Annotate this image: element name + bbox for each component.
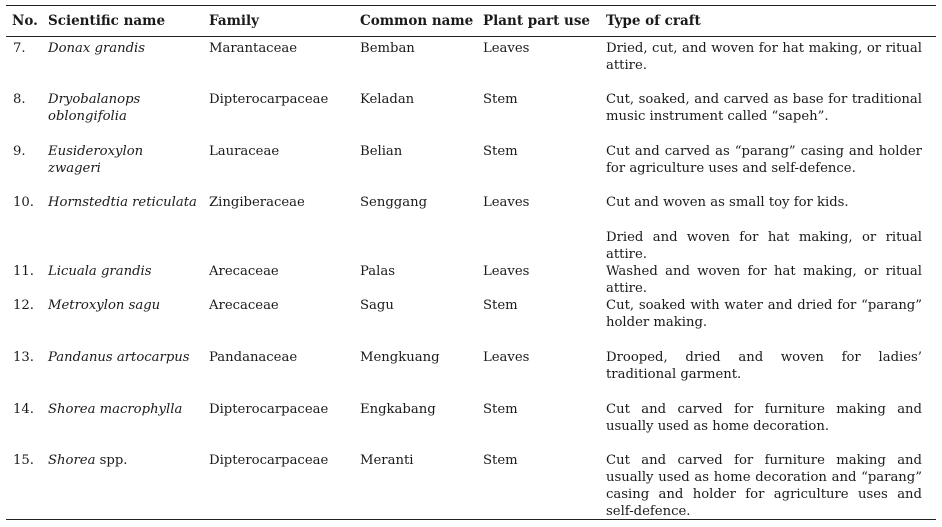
row-number: 9.	[13, 144, 26, 159]
header-plant-part-use: Plant part use	[483, 13, 591, 29]
scientific-name: Pandanus artocarpus	[48, 350, 190, 365]
scientific-name: Donax grandis	[48, 41, 146, 56]
scientific-name-cell	[48, 452, 198, 469]
scientific-name-cell	[48, 143, 198, 177]
family-cell: Marantaceae	[209, 41, 298, 56]
scientific-name-cell	[48, 91, 198, 125]
common-name-cell: Palas	[360, 264, 395, 279]
craft-description-cell: Washed and woven for hat making, or ritual attire.	[606, 264, 922, 296]
scientific-name-cell	[48, 263, 198, 280]
plant-part-cell: Stem	[483, 402, 518, 417]
plant-part-cell: Leaves	[483, 41, 530, 56]
scientific-name: Shorea macrophylla	[48, 402, 183, 417]
plant-part-cell: Stem	[483, 453, 518, 468]
scientific-name-cell	[48, 401, 198, 418]
common-name-cell: Meranti	[360, 453, 414, 468]
plant-part-cell: Leaves	[483, 195, 530, 210]
scientific-name: Eusideroxylon zwageri	[48, 144, 144, 176]
family-cell: Zingiberaceae	[209, 195, 305, 210]
scientific-name: Metroxylon sagu	[48, 298, 161, 313]
craft-description-cell: Cut, soaked, and carved as base for traditional music instrument called “sapeh”.	[606, 92, 922, 124]
header-no: No.	[12, 13, 38, 29]
common-name-cell: Mengkuang	[360, 350, 440, 365]
row-number: 12.	[13, 298, 34, 313]
plant-part-cell: Stem	[483, 92, 518, 107]
scientific-name: Shorea	[48, 453, 96, 468]
scientific-name: Dryobalanops oblongifolia	[48, 92, 141, 124]
scientific-name-suffix: spp.	[95, 453, 128, 468]
craft-description-cell: Cut and woven as small toy for kids.	[606, 195, 849, 210]
row-number: 11.	[13, 264, 34, 279]
scientific-name-cell	[48, 297, 198, 314]
craft-description-cell: Cut and carved for furniture making and usually used as home decoration and “parang” casing and holder for agriculture uses and self-defence.	[606, 453, 922, 519]
common-name-cell: Engkabang	[360, 402, 436, 417]
row-number: 8.	[13, 92, 26, 107]
craft-description-cell: Dried, cut, and woven for hat making, or ritual attire.	[606, 41, 922, 73]
row-number: 13.	[13, 350, 34, 365]
row-number: 10.	[13, 195, 34, 210]
family-cell: Arecaceae	[209, 298, 279, 313]
header-family: Family	[209, 13, 259, 29]
scientific-name: Hornstedtia reticulata	[48, 195, 197, 210]
family-cell: Dipterocarpaceae	[209, 453, 329, 468]
common-name-cell: Keladan	[360, 92, 415, 107]
craft-description-cell: Cut and carved as “parang” casing and holder for agriculture uses and self-defence.	[606, 144, 922, 176]
family-cell: Pandanaceae	[209, 350, 298, 365]
common-name-cell: Sagu	[360, 298, 394, 313]
header-scientific-name: Scientific name	[48, 13, 166, 29]
row-number: 7.	[13, 41, 26, 56]
craft-description-cell: Drooped, dried and woven for ladies’ traditional garment.	[606, 350, 922, 382]
header-common-name: Common name	[360, 13, 474, 29]
scientific-name-cell	[48, 194, 198, 211]
scientific-name-cell	[48, 349, 198, 366]
common-name-cell: Bemban	[360, 41, 415, 56]
row-number: 14.	[13, 402, 34, 417]
table-top-rule	[6, 5, 936, 6]
family-cell: Arecaceae	[209, 264, 279, 279]
craft-description-cell: Dried and woven for hat making, or ritual attire.	[606, 230, 922, 262]
craft-description-cell: Cut, soaked with water and dried for “parang” holder making.	[606, 298, 922, 330]
scientific-name: Licuala grandis	[48, 264, 152, 279]
plant-part-cell: Stem	[483, 144, 518, 159]
family-cell: Dipterocarpaceae	[209, 92, 329, 107]
row-number: 15.	[13, 453, 34, 468]
family-cell: Lauraceae	[209, 144, 280, 159]
plant-part-cell: Stem	[483, 298, 518, 313]
family-cell: Dipterocarpaceae	[209, 402, 329, 417]
scientific-name-cell	[48, 40, 198, 57]
common-name-cell: Belian	[360, 144, 403, 159]
table-bottom-rule	[6, 519, 936, 520]
header-rule	[6, 36, 936, 37]
plant-part-cell: Leaves	[483, 350, 530, 365]
plant-part-cell: Leaves	[483, 264, 530, 279]
header-type-of-craft: Type of craft	[606, 13, 701, 29]
craft-description-cell: Cut and carved for furniture making and usually used as home decoration.	[606, 402, 922, 434]
common-name-cell: Senggang	[360, 195, 428, 210]
